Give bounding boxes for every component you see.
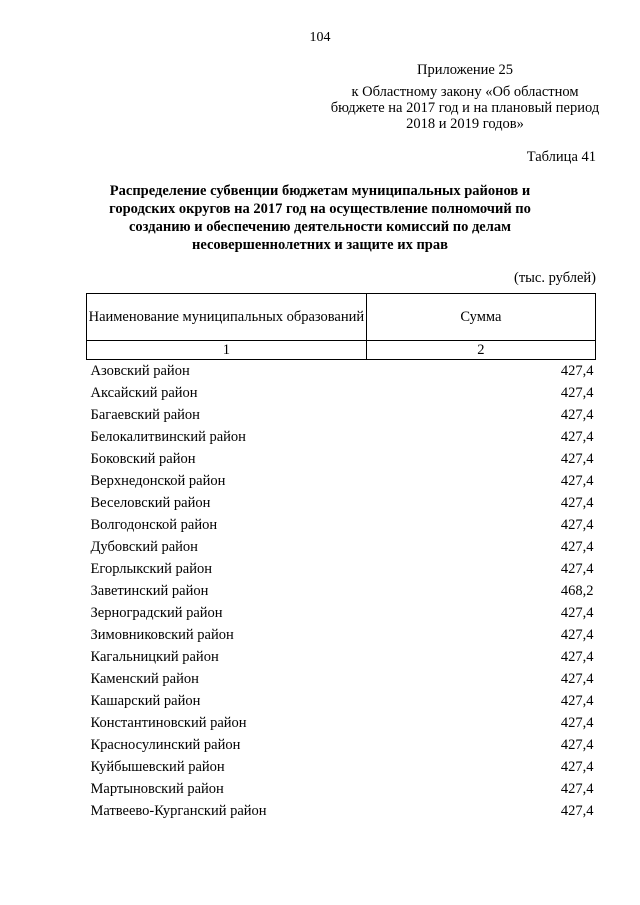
municipality-name: Верхнедонской район <box>90 472 226 489</box>
page-number: 104 <box>309 30 331 45</box>
municipality-sum: 427,4 <box>560 736 594 753</box>
municipality-name: Егорлыкский район <box>90 560 212 577</box>
municipality-sum: 427,4 <box>560 450 594 467</box>
table-row <box>87 558 596 580</box>
municipality-name: Веселовский район <box>90 494 211 511</box>
table-row <box>87 426 596 448</box>
municipality-sum: 427,4 <box>560 648 594 665</box>
column-number-1: 1 <box>87 341 367 360</box>
municipality-name: Кашарский район <box>90 692 201 709</box>
table-row <box>87 602 596 624</box>
municipality-name: Куйбышевский район <box>90 758 225 775</box>
header-name: Наименование муниципальных образований <box>87 294 367 341</box>
table-row <box>87 624 596 646</box>
municipality-sum: 468,2 <box>560 582 594 599</box>
municipality-name: Дубовский район <box>90 538 198 555</box>
table-row <box>87 800 596 822</box>
table-row <box>87 646 596 668</box>
municipality-sum: 427,4 <box>560 670 594 687</box>
municipality-sum: 427,4 <box>560 714 594 731</box>
table-label: Таблица 41 <box>526 149 596 165</box>
column-number-row <box>87 341 596 360</box>
municipality-name: Азовский район <box>90 362 190 379</box>
table-body <box>87 360 596 823</box>
table-row <box>87 514 596 536</box>
municipality-name: Кагальницкий район <box>90 648 219 665</box>
municipality-name: Константиновский район <box>90 714 247 731</box>
table-row <box>87 734 596 756</box>
municipality-name: Каменский район <box>90 670 199 687</box>
table-row <box>87 536 596 558</box>
municipality-name: Зерноградский район <box>90 604 223 621</box>
table-row <box>87 492 596 514</box>
table-row <box>87 668 596 690</box>
municipality-sum: 427,4 <box>560 802 594 819</box>
municipality-sum: 427,4 <box>560 384 594 401</box>
municipality-sum: 427,4 <box>560 758 594 775</box>
municipality-name: Красносулинский район <box>90 736 241 753</box>
municipality-name: Волгодонской район <box>90 516 218 533</box>
appendix-block <box>330 62 600 132</box>
municipality-name: Белокалитвинский район <box>90 428 246 445</box>
subvention-table <box>86 293 596 822</box>
table-row <box>87 690 596 712</box>
municipality-sum: 427,4 <box>560 516 594 533</box>
table-row <box>87 712 596 734</box>
municipality-name: Аксайский район <box>90 384 198 401</box>
table-row <box>87 470 596 492</box>
units-label: (тыс. рублей) <box>514 270 596 286</box>
table-row <box>87 778 596 800</box>
municipality-sum: 427,4 <box>560 626 594 643</box>
municipality-sum: 427,4 <box>560 604 594 621</box>
municipality-name: Матвеево-Курганский район <box>90 802 267 819</box>
municipality-name: Мартыновский район <box>90 780 224 797</box>
municipality-name: Зимовниковский район <box>90 626 234 643</box>
table-row <box>87 448 596 470</box>
municipality-sum: 427,4 <box>560 428 594 445</box>
appendix-title: Приложение 25 <box>417 62 513 78</box>
header-sum: Сумма <box>366 294 595 341</box>
municipality-sum: 427,4 <box>560 560 594 577</box>
table-row <box>87 580 596 602</box>
municipality-name: Заветинский район <box>90 582 209 599</box>
table-row <box>87 382 596 404</box>
municipality-name: Багаевский район <box>90 406 200 423</box>
municipality-name: Боковский район <box>90 450 196 467</box>
table-row <box>87 404 596 426</box>
municipality-sum: 427,4 <box>560 692 594 709</box>
municipality-sum: 427,4 <box>560 472 594 489</box>
column-number-2: 2 <box>366 341 595 360</box>
municipality-sum: 427,4 <box>560 780 594 797</box>
municipality-sum: 427,4 <box>560 494 594 511</box>
table-row <box>87 756 596 778</box>
municipality-sum: 427,4 <box>560 538 594 555</box>
table-row <box>87 360 596 383</box>
document-title: Распределение субвенции бюджетам муниципальных районов и городских округов на 2017 год на осуществление полномочий по созданию и обеспечению деятельности комиссий по делам несовершеннолетних и защите их прав <box>109 183 531 253</box>
municipality-sum: 427,4 <box>560 406 594 423</box>
appendix-law-reference: к Областному закону «Об областном бюджете на 2017 год и на плановый период 2018 и 2019 годов» <box>330 84 600 132</box>
municipality-sum: 427,4 <box>560 362 594 379</box>
table-header-row <box>87 294 596 341</box>
